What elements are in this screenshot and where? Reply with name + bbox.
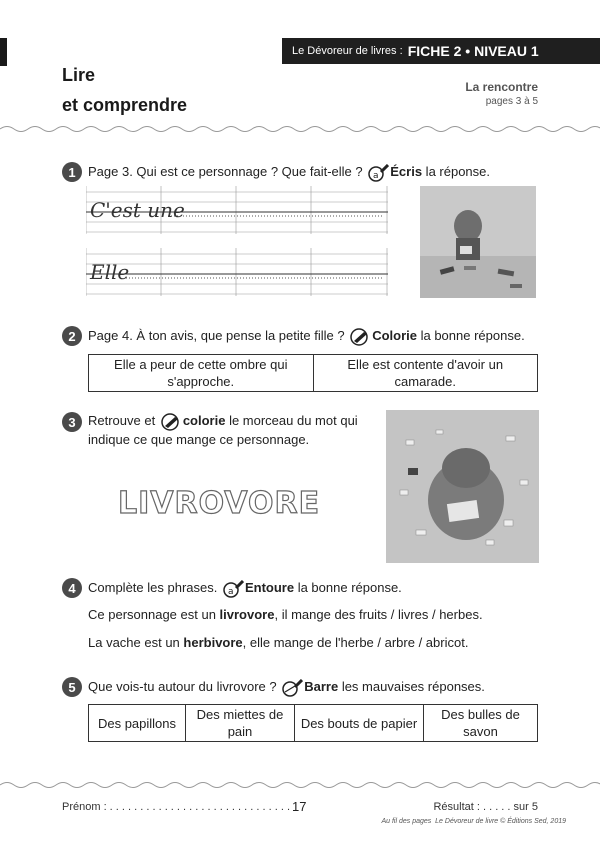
- sentence-1-keyword: livrovore: [219, 607, 275, 622]
- credit-series: Au fil des pages: [381, 818, 432, 825]
- top-wave-divider: [0, 124, 600, 134]
- sentence-2-start: La vache est un: [88, 635, 184, 650]
- question-3-badge: 3: [62, 412, 82, 432]
- question-3-prompt-b: le morceau du mot qui: [225, 413, 358, 428]
- question-1-badge: 1: [62, 162, 82, 182]
- writing-line-2-start: Elle: [90, 260, 130, 284]
- question-5-rest: les mauvaises réponses.: [338, 679, 485, 694]
- outlined-word[interactable]: LIVROVORE: [118, 486, 321, 521]
- answer-option-papillons[interactable]: Des papillons: [89, 705, 186, 742]
- question-4-text: [88, 579, 402, 598]
- writing-lines-2: [86, 248, 388, 296]
- question-2-badge: 2: [62, 326, 82, 346]
- question-4-rest: la bonne réponse.: [294, 580, 402, 595]
- sentence-1-start: Ce personnage est un: [88, 607, 220, 622]
- series-name: Le Dévoreur de livres :: [292, 45, 403, 57]
- left-edge-bar: [0, 38, 7, 66]
- header-band: [282, 38, 600, 64]
- sentence-2: [88, 635, 468, 650]
- prenom-field[interactable]: Prénom : . . . . . . . . . . . . . . . . . . . . . . . . . . . . . .: [62, 801, 290, 813]
- question-1-rest: la réponse.: [422, 164, 490, 179]
- page-title: [62, 60, 187, 120]
- question-4-badge: 4: [62, 578, 82, 598]
- question-3-prompt-c: indique ce que mange ce personnage.: [88, 431, 310, 447]
- answer-option-miettes[interactable]: Des miettes de pain: [186, 705, 295, 742]
- svg-text:a: a: [373, 170, 379, 181]
- color-pencil-icon: [349, 328, 371, 346]
- sentence-1-end[interactable]: , il mange des fruits / livres / herbes.: [274, 607, 483, 622]
- credit-line: [381, 818, 566, 825]
- sentence-2-end[interactable]: , elle mange de l'herbe / arbre / abricot.: [242, 635, 469, 650]
- question-4-action: Entoure: [244, 580, 295, 595]
- writing-line-1-start: C'est une: [90, 198, 185, 222]
- title-line-1: Lire: [62, 65, 96, 85]
- answer-option-papier[interactable]: Des bouts de papier: [295, 705, 424, 742]
- answer-option-1[interactable]: Elle a peur de cette ombre qui s'approche.: [89, 355, 314, 392]
- illustration-livrovore: [386, 410, 539, 563]
- sentence-1: [88, 607, 483, 622]
- question-3-action: colorie: [182, 413, 226, 428]
- illustration-reading-girl: [420, 186, 536, 298]
- question-4-prompt: Complète les phrases.: [88, 580, 218, 595]
- credit-copyright: Le Dévoreur de livre © Éditions Sed, 2019: [435, 818, 566, 825]
- result-field[interactable]: Résultat : . . . . . sur 5: [433, 801, 538, 813]
- question-1-prompt: Page 3. Qui est ce personnage ? Que fait-elle ?: [88, 164, 363, 179]
- question-1-action: Écris: [390, 164, 423, 179]
- fiche-label: FICHE 2 • NIVEAU 1: [407, 43, 539, 59]
- question-2-text: [88, 327, 525, 346]
- question-1-text: [88, 163, 490, 182]
- question-2-prompt: Page 4. À ton avis, que pense la petite fille ?: [88, 328, 345, 343]
- question-2-rest: la bonne réponse.: [416, 328, 525, 343]
- question-3-prompt-a: Retrouve et: [88, 413, 156, 428]
- question-5-badge: 5: [62, 677, 82, 697]
- story-title: La rencontre: [465, 80, 538, 94]
- title-line-2: et comprendre: [62, 95, 188, 115]
- bottom-wave-divider: [0, 780, 600, 790]
- story-pages: pages 3 à 5: [485, 96, 538, 107]
- question-5-action: Barre: [304, 679, 339, 694]
- question-3-text: [88, 412, 373, 449]
- answer-option-bulles[interactable]: Des bulles de savon: [424, 705, 538, 742]
- question-2-action: Colorie: [372, 328, 417, 343]
- question-2-answers: [88, 354, 538, 392]
- write-pen-icon: [367, 164, 389, 182]
- question-5-answers: [88, 704, 538, 742]
- cross-out-pen-icon: [281, 679, 303, 697]
- sentence-2-keyword: herbivore: [183, 635, 243, 650]
- question-5-prompt: Que vois-tu autour du livrovore ?: [88, 679, 277, 694]
- color-pencil-icon: [160, 413, 182, 431]
- circle-pen-icon: [222, 580, 244, 598]
- page-number: 17: [292, 799, 307, 814]
- question-5-text: [88, 678, 485, 697]
- answer-option-2[interactable]: Elle est contente d'avoir un camarade.: [313, 355, 538, 392]
- svg-text:a: a: [227, 586, 234, 597]
